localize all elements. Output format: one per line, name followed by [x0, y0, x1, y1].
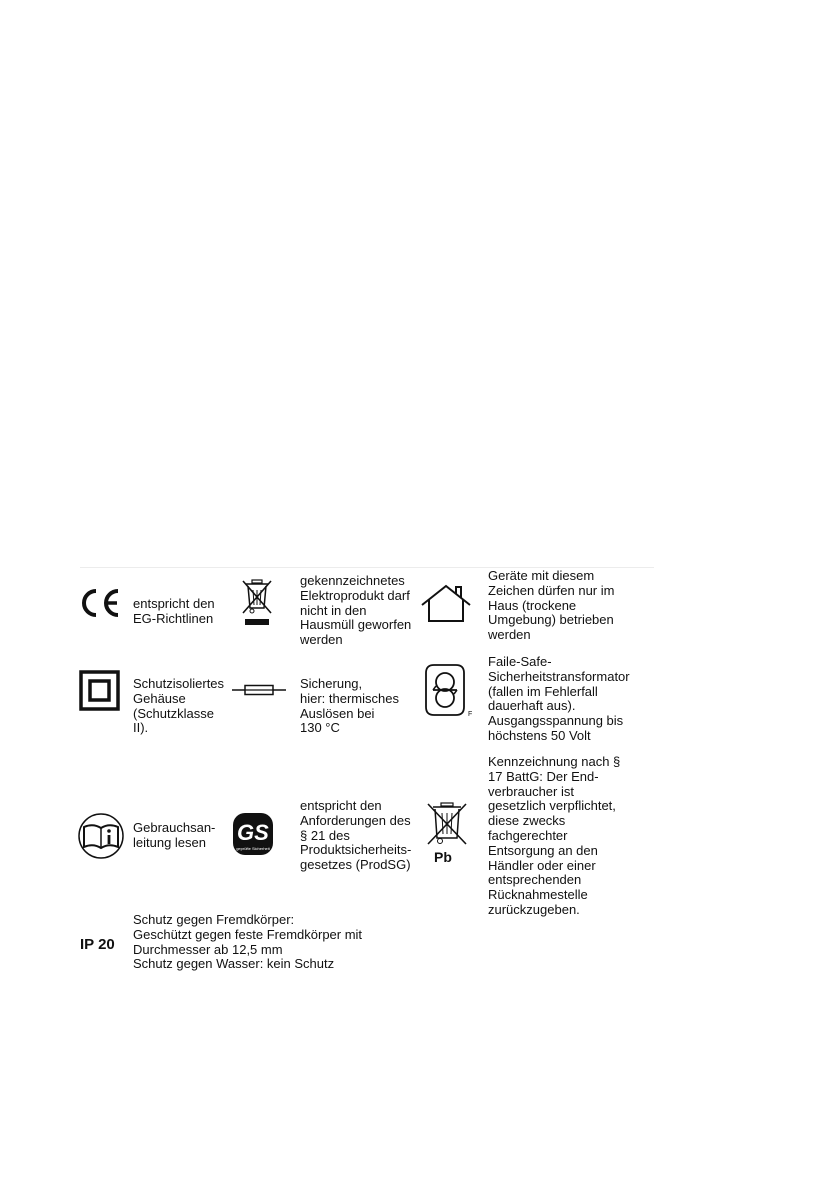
- manual-description: Gebrauchsan- leitung lesen: [133, 820, 216, 850]
- ip-rating-code: IP 20: [80, 936, 115, 953]
- battery-description: Kennzeichnung nach § 17 BattG: Der End- verbraucher ist gesetzlich verpflichtet, diese zwecks fachgerechter Entsorgung an den Händler oder einer entsprechenden Rücknahmestelle zurückzugeben.: [488, 754, 621, 917]
- fuse-description: Sicherung, hier: thermisches Auslösen bei 130 °C: [300, 676, 399, 736]
- indoor-description: Geräte mit diesem Zeichen dürfen nur im Haus (trockene Umgebung) betrieben werden: [488, 568, 615, 643]
- crossed-out-bin-icon: [240, 578, 274, 628]
- failsafe-transformer-icon: [423, 662, 475, 720]
- gs-mark-icon: [232, 812, 274, 856]
- ip-rating-description: Schutz gegen Fremdkörper: Geschützt gegen feste Fremdkörper mit Durchmesser ab 12,5 mm Schutz gegen Wasser: kein Schutz: [133, 912, 363, 972]
- svg-text:GS: GS: [237, 820, 269, 845]
- svg-text:F: F: [468, 711, 473, 718]
- svg-text:Pb: Pb: [434, 849, 452, 865]
- battery-bin-pb-icon: [424, 800, 470, 866]
- svg-text:geprüfte Sicherheit: geprüfte Sicherheit: [236, 846, 270, 851]
- info-book-icon: [77, 812, 125, 860]
- fuse-icon: [232, 684, 286, 696]
- gs-description: entspricht den Anforderungen des § 21 des Produktsicherheits- gesetzes (ProdSG): [300, 798, 412, 873]
- class2-description: Schutzisoliertes Gehäuse (Schutzklasse II).: [133, 676, 225, 736]
- double-square-icon: [79, 670, 120, 711]
- ce-description: entspricht den EG-Richtlinen: [133, 596, 215, 626]
- transformer-description: Faile-Safe- Sicherheitstransformator (fallen im Fehlerfall dauerhaft aus). Ausgangsspannung bis höchstens 50 Volt: [488, 654, 630, 743]
- weee-description: gekennzeichnetes Elektroprodukt darf nicht in den Hausmüll geworfen werden: [300, 573, 412, 648]
- ce-mark-icon: [78, 588, 122, 618]
- house-icon: [420, 583, 472, 623]
